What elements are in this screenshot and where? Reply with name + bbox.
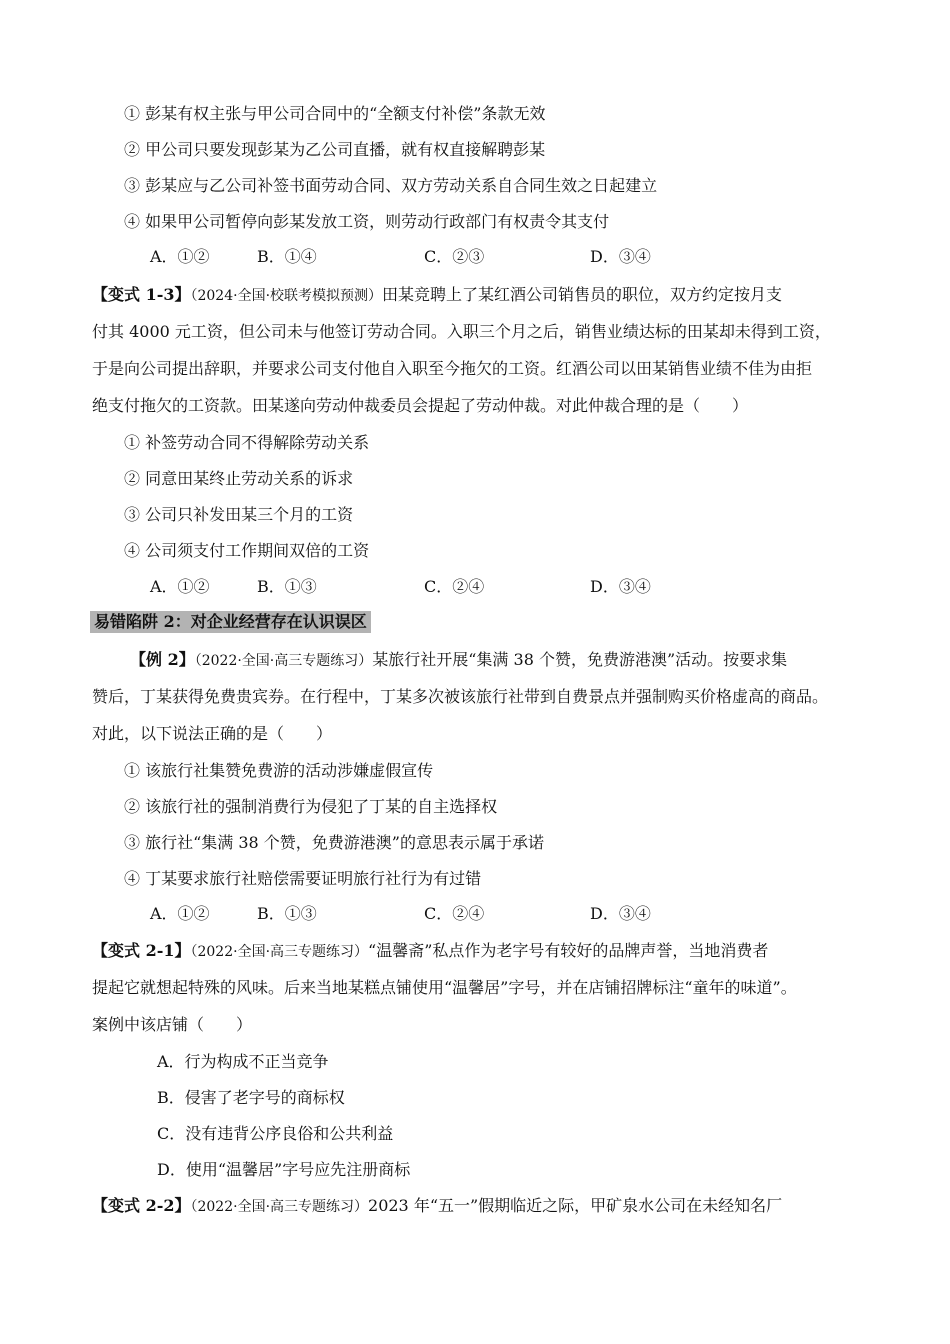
question-source: （2022·全国·高三专题练习） bbox=[194, 653, 373, 669]
option-d[interactable]: D．③④ bbox=[590, 577, 651, 596]
statement-3: ③ 彭某应与乙公司补签书面劳动合同、双方劳动关系自合同生效之日起建立 bbox=[124, 176, 658, 195]
option-a[interactable]: A．①② bbox=[150, 904, 210, 923]
question-1-3-line-3: 于是向公司提出辞职，并要求公司支付他自入职至今拖欠的工资。红酒公司以田某销售业绩不佳为由拒 bbox=[92, 359, 813, 378]
section-heading: 易错陷阱 2：对企业经营存在认识误区 bbox=[90, 611, 371, 633]
example-2-line-1: 【例 2】（2022·全国·高三专题练习）某旅行社开展“集满 38 个赞，免费游港澳”活动。按要求集 bbox=[130, 650, 788, 669]
option-d[interactable]: D．③④ bbox=[590, 247, 651, 266]
option-c[interactable]: C．②④ bbox=[424, 904, 485, 923]
option-b[interactable]: B．①④ bbox=[257, 247, 317, 266]
choice-c[interactable]: C．没有违背公序良俗和公共利益 bbox=[157, 1124, 394, 1143]
question-source: （2024·全国·校联考模拟预测） bbox=[190, 288, 383, 304]
example-2-line-2: 赞后，丁某获得免费贵宾券。在行程中，丁某多次被该旅行社带到自费景点并强制购买价格虚高的商品。 bbox=[92, 687, 829, 706]
statement-3: ③ 公司只补发田某三个月的工资 bbox=[124, 505, 354, 524]
option-c[interactable]: C．②③ bbox=[424, 247, 485, 266]
statement-4: ④ 如果甲公司暂停向彭某发放工资，则劳动行政部门有权责令其支付 bbox=[124, 212, 610, 231]
choice-a[interactable]: A．行为构成不正当竞争 bbox=[157, 1052, 329, 1071]
question-2-1-line-3: 案例中该店铺（ ） bbox=[92, 1015, 253, 1034]
question-tag: 【变式 2-2】 bbox=[92, 1196, 191, 1215]
question-source: （2022·全国·高三专题练习） bbox=[190, 1199, 369, 1215]
statement-1: ① 补签劳动合同不得解除劳动关系 bbox=[124, 433, 370, 452]
question-2-2-line-1: 【变式 2-2】（2022·全国·高三专题练习）2023 年“五一”假期临近之际，甲矿泉水公司在未经知名厂 bbox=[92, 1196, 783, 1215]
question-1-3-line-1: 【变式 1-3】（2024·全国·校联考模拟预测）田某竞聘上了某红酒公司销售员的职位，双方约定按月支 bbox=[92, 285, 783, 304]
answer-options bbox=[150, 577, 670, 597]
option-c[interactable]: C．②④ bbox=[424, 577, 485, 596]
question-2-1-line-2: 提起它就想起特殊的风味。后来当地某糕点铺使用“温馨居”字号，并在店铺招牌标注“童年的味道”。 bbox=[92, 978, 797, 997]
statement-2: ② 同意田某终止劳动关系的诉求 bbox=[124, 469, 354, 488]
option-d[interactable]: D．③④ bbox=[590, 904, 651, 923]
option-b[interactable]: B．①③ bbox=[257, 577, 317, 596]
question-source: （2022·全国·高三专题练习） bbox=[190, 944, 369, 960]
question-1-3-line-2: 付其 4000 元工资，但公司未与他签订劳动合同。入职三个月之后，销售业绩达标的田某却未得到工资， bbox=[92, 322, 831, 341]
question-2-1-line-1: 【变式 2-1】（2022·全国·高三专题练习）“温馨斋”私点作为老字号有较好的品牌声誉，当地消费者 bbox=[92, 941, 769, 960]
question-tag: 【变式 2-1】 bbox=[92, 941, 191, 960]
question-tag: 【变式 1-3】 bbox=[92, 285, 191, 304]
statement-4: ④ 公司须支付工作期间双倍的工资 bbox=[124, 541, 370, 560]
statement-1: ① 该旅行社集赞免费游的活动涉嫌虚假宣传 bbox=[124, 761, 434, 780]
choice-d[interactable]: D．使用“温馨居”字号应先注册商标 bbox=[157, 1160, 411, 1179]
answer-options bbox=[150, 904, 670, 924]
option-a[interactable]: A．①② bbox=[150, 247, 210, 266]
choice-b[interactable]: B．侵害了老字号的商标权 bbox=[157, 1088, 345, 1107]
statement-4: ④ 丁某要求旅行社赔偿需要证明旅行社行为有过错 bbox=[124, 869, 482, 888]
answer-options bbox=[150, 247, 670, 267]
statement-2: ② 甲公司只要发现彭某为乙公司直播，就有权直接解聘彭某 bbox=[124, 140, 546, 159]
question-1-3-line-4: 绝支付拖欠的工资款。田某遂向劳动仲裁委员会提起了劳动仲裁。对此仲裁合理的是（ ） bbox=[92, 396, 749, 415]
statement-2: ② 该旅行社的强制消费行为侵犯了丁某的自主选择权 bbox=[124, 797, 498, 816]
option-b[interactable]: B．①③ bbox=[257, 904, 317, 923]
statement-3: ③ 旅行社“集满 38 个赞，免费游港澳”的意思表示属于承诺 bbox=[124, 833, 544, 852]
question-tag: 【例 2】 bbox=[130, 650, 195, 669]
statement-1: ① 彭某有权主张与甲公司合同中的“全额支付补偿”条款无效 bbox=[124, 104, 546, 123]
example-2-line-3: 对此，以下说法正确的是（ ） bbox=[92, 724, 333, 743]
option-a[interactable]: A．①② bbox=[150, 577, 210, 596]
